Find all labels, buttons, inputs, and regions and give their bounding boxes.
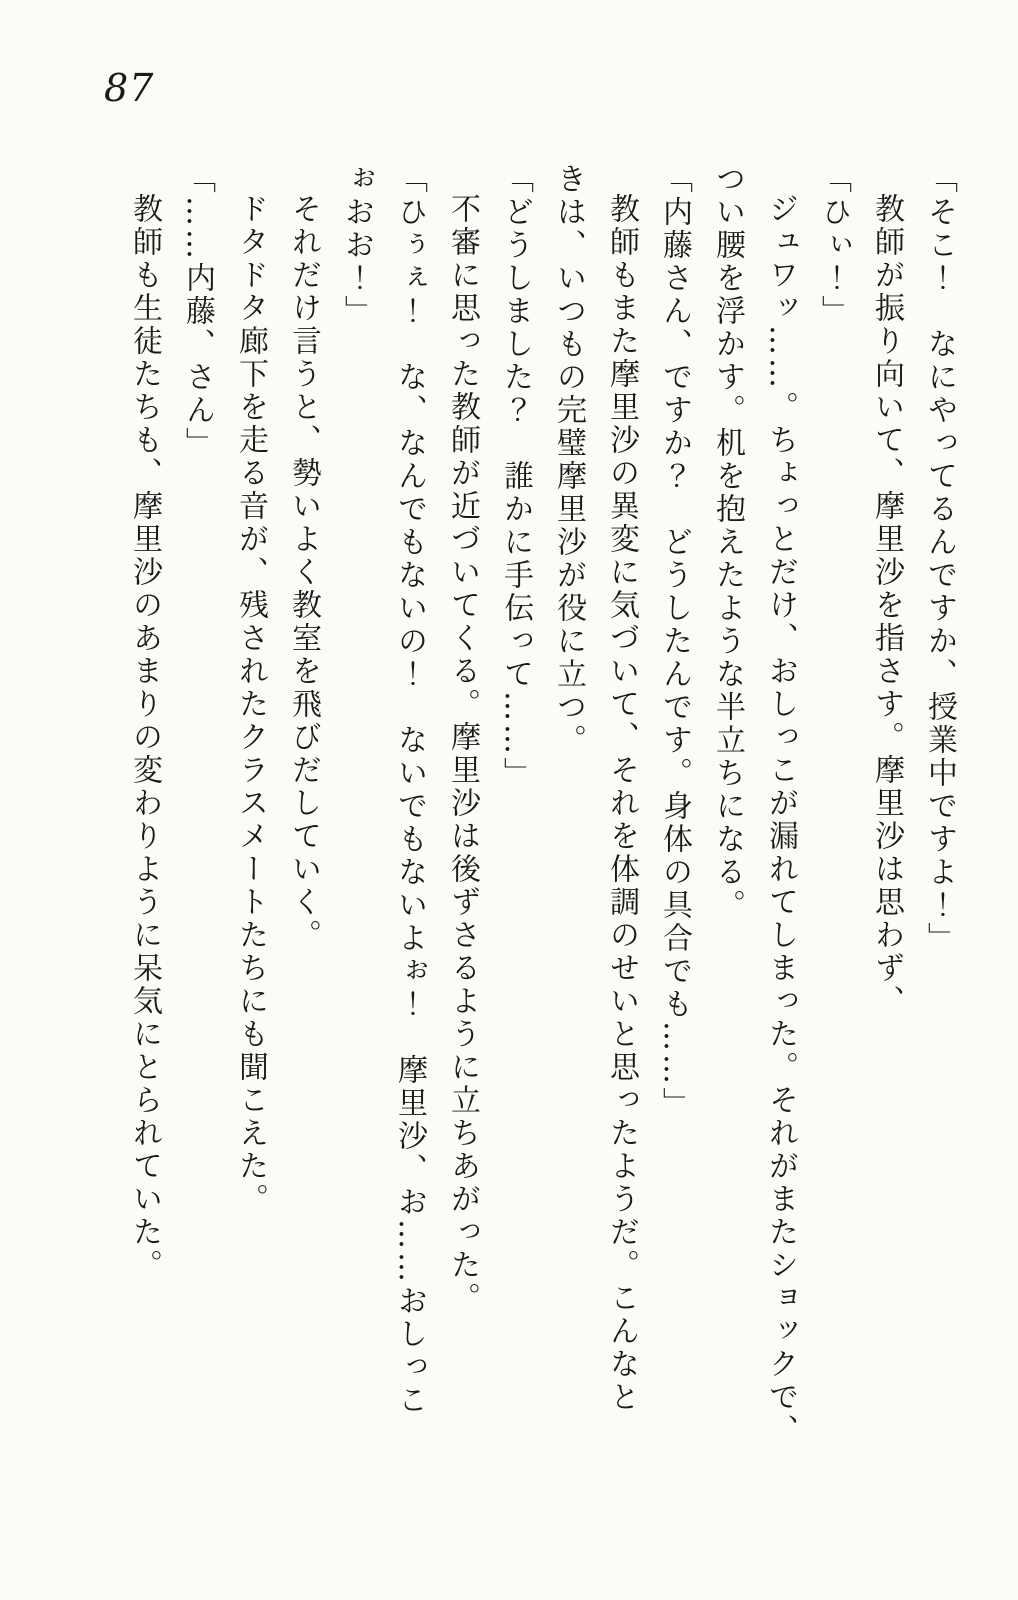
text-line: 「ひぃ！」 <box>816 163 851 328</box>
text-line: 不審に思った教師が近づいてくる。摩里沙は後ずさるように立ちあがった。 <box>445 193 480 1315</box>
text-line: 「内藤さん、ですか？ どうしたんです。身体の具合でも……」 <box>657 163 692 1120</box>
text-line: 教師もまた摩里沙の異変に気づいて、それを体調のせいと思ったようだ。こんなと <box>604 193 639 1414</box>
text-line: 「……内藤、さん」 <box>180 163 215 460</box>
text-line: それだけ言うと、勢いよく教室を飛びだしていく。 <box>286 193 321 952</box>
text-line: ジュワッ……。ちょっとだけ、おしっこが漏れてしまった。それがまたショックで、 <box>763 193 798 1447</box>
text-line: きは、いつもの完璧摩里沙が役に立つ。 <box>551 163 586 757</box>
text-line: 教師も生徒たちも、摩里沙のあまりの変わりように呆気にとられていた。 <box>127 193 162 1282</box>
text-line: 「ひぅぇ！ な、なんでもないの！ ないでもないよぉ！ 摩里沙、お……おしっこ <box>392 163 427 1417</box>
vertical-text-block <box>118 163 966 1548</box>
text-line: 「そこ！ なにやってるんですか、授業中ですよ！」 <box>922 163 957 955</box>
text-line: ぉおお！」 <box>339 163 374 328</box>
text-line: ドタドタ廊下を走る音が、残されたクラスメートたちにも聞こえた。 <box>233 193 268 1216</box>
page-number: 87 <box>104 66 155 110</box>
text-line: 教師が振り向いて、摩里沙を指さす。摩里沙は思わず、 <box>869 193 904 1018</box>
text-line: 「どうしました？ 誰かに手伝って……」 <box>498 163 533 790</box>
text-line: つい腰を浮かす。机を抱えたような半立ちになる。 <box>710 163 745 922</box>
